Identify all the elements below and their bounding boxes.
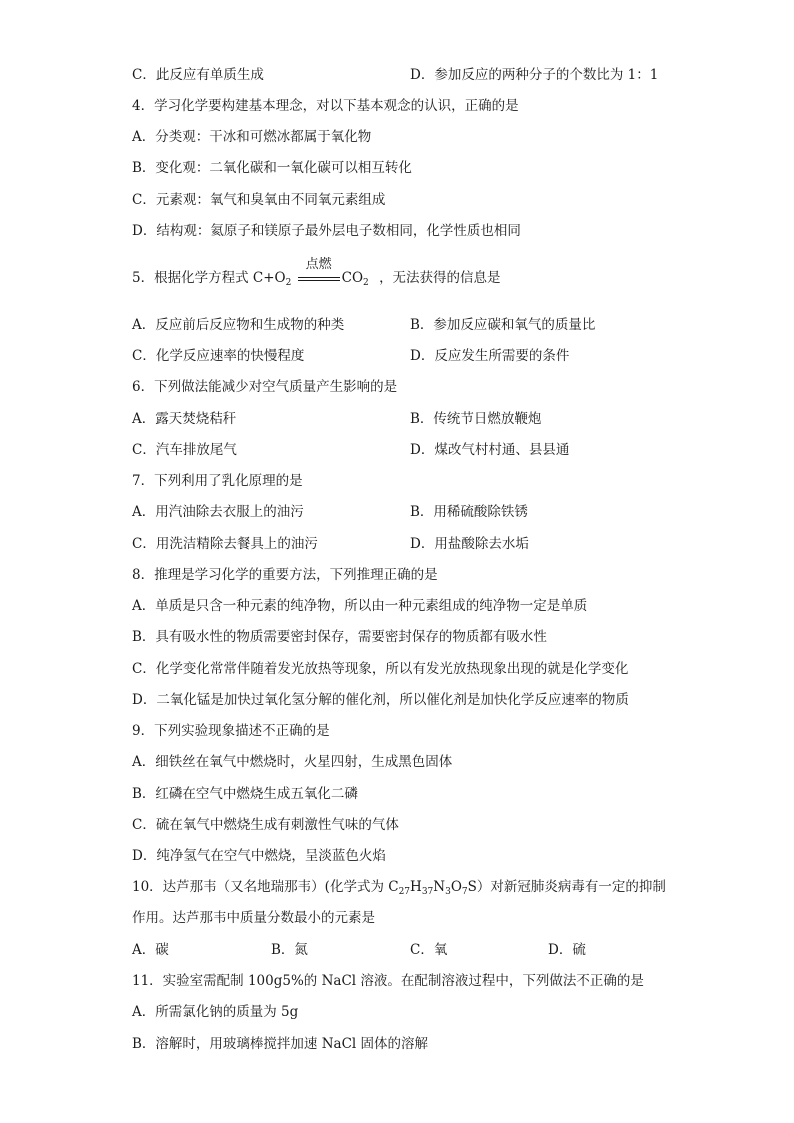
q8-option-d: D．二氧化锰是加快过氧化氢分解的催化剂，所以催化剂是加快化学反应速率的物质	[132, 692, 629, 708]
q9-option-d: D．纯净氢气在空气中燃烧，呈淡蓝色火焰	[132, 848, 386, 864]
q6-option-a: A．露天焚烧秸秆	[132, 411, 237, 427]
q11-stem: 11．实验室需配制 100g5%的 NaCl 溶液。在配制溶液过程中，下列做法不正确的是	[132, 973, 644, 989]
q4-option-d: D．结构观：氦原子和镁原子最外层电子数相同，化学性质也相同	[132, 223, 521, 239]
q6-option-c: C．汽车排放尾气	[132, 442, 237, 458]
q4-option-a: A．分类观：干冰和可燃冰都属于氧化物	[132, 129, 372, 145]
q8-stem: 8．推理是学习化学的重要方法，下列推理正确的是	[132, 567, 438, 583]
q6-stem: 6．下列做法能减少对空气质量产生影响的是	[132, 379, 398, 395]
q6-option-d: D．煤改气村村通、县县通	[410, 442, 570, 458]
q5-stem	[132, 256, 501, 288]
q5-option-b: B．参加反应碳和氧气的质量比	[410, 317, 596, 333]
q7-stem: 7．下列利用了乳化原理的是	[132, 473, 303, 489]
q5-stem-before: 5．根据化学方程式 C+O	[132, 270, 286, 286]
q9-stem: 9．下列实验现象描述不正确的是	[132, 723, 330, 739]
q10-option-a: A．碳	[132, 942, 169, 958]
q7-option-a: A．用汽油除去衣服上的油污	[132, 504, 304, 520]
q5-stem-after: ，无法获得的信息是	[379, 270, 501, 286]
q7-option-c: C．用洗洁精除去餐具上的油污	[132, 536, 318, 552]
q10-stem-after: S）对新冠肺炎病毒有一定的抑制	[467, 879, 666, 895]
q4-option-c: C．元素观：氧气和臭氧由不同氧元素组成	[132, 192, 386, 208]
q11-option-b: B．溶解时，用玻璃棒搅拌加速 NaCl 固体的溶解	[132, 1036, 429, 1052]
equation-arrow	[298, 256, 340, 288]
q5-co2-subscript: 2	[363, 278, 369, 288]
q10-option-d: D．硫	[548, 942, 586, 958]
q10-c-subscript: 27	[398, 887, 411, 897]
q10-o-subscript: 7	[461, 887, 468, 897]
q5-option-d: D．反应发生所需要的条件	[410, 348, 570, 364]
q10-n-symbol: N	[433, 879, 446, 895]
q4-stem: 4．学习化学要构建基本理念，对以下基本观念的认识，正确的是	[132, 98, 519, 114]
q10-stem-before: 10．达芦那韦（又名地瑞那韦）(化学式为 C	[132, 879, 399, 895]
q3-option-c: C．此反应有单质生成	[132, 67, 264, 83]
q5-option-c: C．化学反应速率的快慢程度	[132, 348, 305, 364]
reaction-condition: 点燃	[305, 256, 332, 272]
q5-o2-subscript: 2	[285, 278, 292, 288]
equal-bar-top	[298, 277, 340, 278]
q9-option-b: B．红磷在空气中燃烧生成五氧化二磷	[132, 786, 358, 802]
q5-product: CO	[341, 270, 364, 286]
q9-option-a: A．细铁丝在氧气中燃烧时，火星四射，生成黑色固体	[132, 754, 453, 770]
q8-option-c: C．化学变化常常伴随着发光放热等现象，所以有发光放热现象出现的就是化学变化	[132, 661, 629, 677]
q4-option-b: B．变化观：二氧化碳和一氧化碳可以相互转化	[132, 160, 412, 176]
q10-option-b: B．氮	[271, 942, 308, 958]
equal-bar-bottom	[298, 280, 340, 281]
q10-n-subscript: 3	[445, 887, 451, 897]
q7-option-b: B．用稀硫酸除铁锈	[410, 504, 528, 520]
q10-h-subscript: 37	[421, 887, 434, 897]
q10-stem-line2: 作用。达芦那韦中质量分数最小的元素是	[132, 910, 375, 926]
q8-option-b: B．具有吸水性的物质需要密封保存，需要密封保存的物质都有吸水性	[132, 629, 547, 645]
q7-option-d: D．用盐酸除去水垢	[410, 536, 529, 552]
q6-option-b: B．传统节日燃放鞭炮	[410, 411, 542, 427]
q5-option-a: A．反应前后反应物和生成物的种类	[132, 317, 345, 333]
q8-option-a: A．单质是只含一种元素的纯净物，所以由一种元素组成的纯净物一定是单质	[132, 598, 588, 614]
q9-option-c: C．硫在氧气中燃烧生成有刺激性气味的气体	[132, 817, 399, 833]
q10-stem	[132, 878, 666, 896]
q10-option-c: C．氧	[410, 942, 448, 958]
q10-o-symbol: O	[450, 879, 462, 895]
q11-option-a: A．所需氯化钠的质量为 5g	[132, 1004, 299, 1020]
q3-option-d: D．参加反应的两种分子的个数比为 1：1	[410, 67, 659, 83]
q10-h-symbol: H	[410, 879, 422, 895]
